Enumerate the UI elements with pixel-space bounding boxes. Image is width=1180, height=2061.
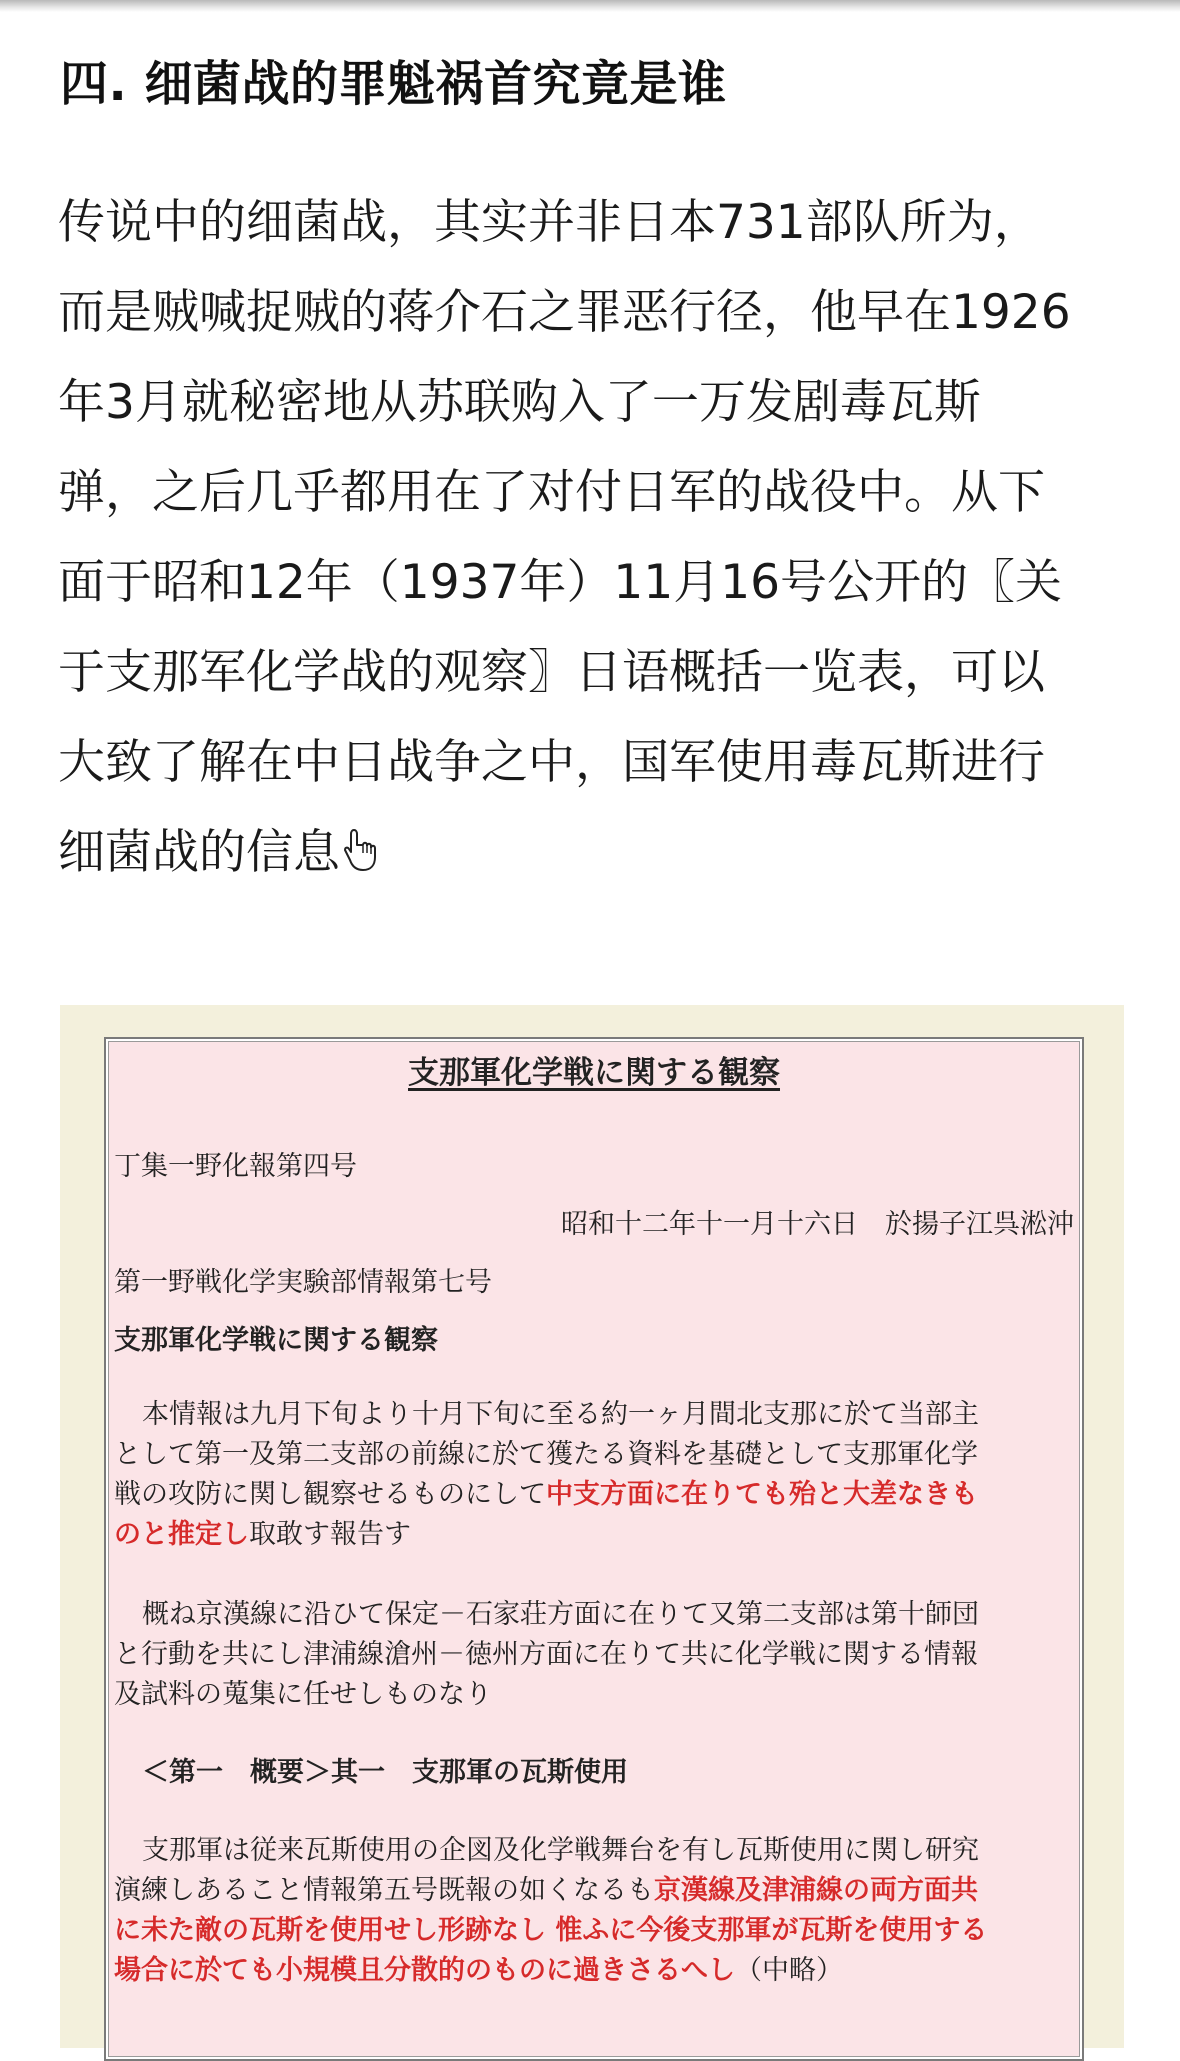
article-line: 大致了解在中日战争之中，国军使用毒瓦斯进行 [58,735,1045,790]
document-image-frame [60,1005,1124,2048]
article-line: 面于昭和12年（1937年）11月16号公开的〖关 [58,555,1063,610]
plain-text: （中略） [735,1955,843,1986]
article-line: 而是贼喊捉贼的蒋介石之罪恶行径，他早在1926 [58,285,1071,340]
highlighted-text: 京漢線及津浦線の両方面共 [654,1875,978,1906]
article-line: 于支那军化学战的观察〗日语概括一览表，可以 [58,645,1045,700]
document-paragraph-line [114,1871,978,1911]
plain-text: 演練しあること情報第五号既報の如くなるも [114,1875,654,1906]
highlighted-text: 場合に於ても小規模且分散的のものに過きさるへし [114,1955,735,1986]
highlighted-text: のと推定し [114,1519,249,1550]
pointing-hand-icon [344,814,380,904]
article-line-text: 细菌战的信息 [58,825,340,880]
article-line: 传说中的细菌战，其实并非日本731部队所为， [58,195,1041,250]
top-bar-shadow [0,0,1180,12]
document-paragraph-line: として第一及第二支部の前線に於て獲たる資料を基礎として支那軍化学 [114,1439,978,1470]
document-section-heading: ＜第一 概要＞其一 支那軍の瓦斯使用 [142,1757,628,1788]
document-paragraph-line: 支那軍は従来瓦斯使用の企図及化学戦舞台を有し瓦斯使用に関し研究 [142,1835,979,1866]
article-line: 弹，之后几乎都用在了对付日军的战役中。从下 [58,465,1045,520]
section-heading: 四. 细菌战的罪魁祸首究竟是谁 [60,56,727,112]
plain-text: 取敢す報告す [249,1519,411,1550]
document-header-line: 丁集一野化報第四号 [114,1151,357,1182]
document-date-line: 昭和十二年十一月十六日 於揚子江呉淞沖 [561,1209,1074,1240]
plain-text: 戦の攻防に関し観察せるものにして [114,1479,546,1510]
document-paragraph-line [114,1515,411,1555]
document-header-line: 第一野戦化学実験部情報第七号 [114,1267,492,1298]
document-subtitle: 支那軍化学戦に関する観察 [114,1325,438,1356]
document-paragraph-line: 及試料の蒐集に任せしものなり [114,1679,492,1710]
article-body [58,178,1128,898]
article-line: 年3月就秘密地从苏联购入了一万发剧毒瓦斯 [58,375,981,430]
document-title-text: 支那軍化学戦に関する観察 [408,1055,780,1091]
document-paragraph-line: 本情報は九月下旬より十月下旬に至る約一ヶ月間北支那に於て当部主 [142,1399,979,1430]
document-paragraph-line [114,1951,843,1991]
document-image [104,1037,1084,2061]
article-last-line [58,808,1128,898]
document-paragraph-line: 概ね京漢線に沿ひて保定－石家荘方面に在りて又第二支部は第十師団 [142,1599,979,1630]
highlighted-text: 中支方面に在りても殆と大差なきも [546,1479,978,1510]
document-paragraph-line [114,1911,987,1951]
document-paragraph-line [114,1475,978,1515]
document-title [106,1053,1082,1093]
document-paragraph-line: と行動を共にし津浦線滄州－徳州方面に在りて共に化学戦に関する情報 [114,1639,978,1670]
highlighted-text: に未た敵の瓦斯を使用せし形跡なし 惟ふに今後支那軍が瓦斯を使用する [114,1915,988,1946]
